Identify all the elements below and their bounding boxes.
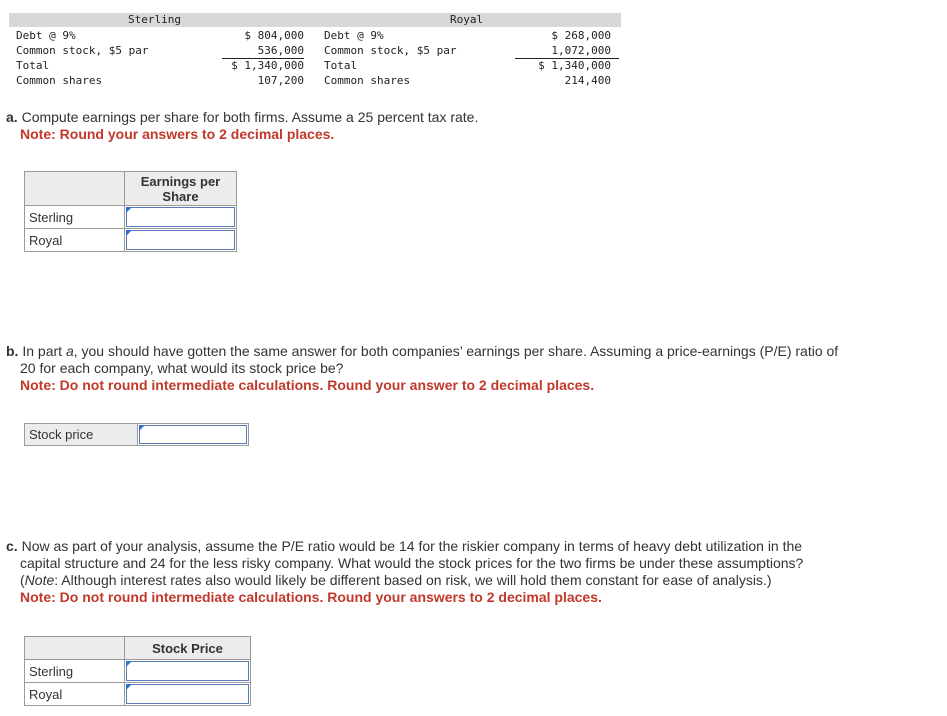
part-b-text-line2: 20 for each company, what would its stock price be? <box>20 360 344 376</box>
royal-common-stock-value: 1,072,000 <box>551 44 611 57</box>
part-c-line2: capital structure and 24 for the less risky company. What would the stock prices for the two firms be under these assumptions? <box>20 555 804 571</box>
part-b-letter: b. <box>6 343 19 359</box>
royal-common-shares-value: 214,400 <box>564 74 611 87</box>
part-c-question <box>6 538 803 606</box>
sterling-debt-value: $ 804,000 <box>244 29 304 42</box>
part-c-letter: c. <box>6 538 18 554</box>
part-a-text: Compute earnings per share for both firms. Assume a 25 percent tax rate. <box>21 109 479 125</box>
royal-debt-value: $ 268,000 <box>551 29 611 42</box>
part-b-answer-table <box>24 423 249 446</box>
part-b-text-italic: a <box>65 343 74 359</box>
part-c-corner-cell <box>25 637 125 660</box>
part-c-line1: Now as part of your analysis, assume the P/E ratio would be 14 for the riskier company in terms of heavy debt utilization in the <box>21 538 803 554</box>
part-c-line3-pre: ( <box>20 572 25 588</box>
part-a-row-label-sterling: Sterling <box>25 206 125 229</box>
part-c-note: Note: Do not round intermediate calculations. Round your answers to 2 decimal places. <box>20 589 602 605</box>
royal-common-stock-label: Common stock, $5 par <box>324 44 457 57</box>
royal-eps-input[interactable] <box>125 229 237 252</box>
royal-total-value: $ 1,340,000 <box>538 59 611 72</box>
table-row <box>25 229 237 252</box>
part-c-line3-post: : Although interest rates also would likely be different based on risk, we will hold them constant for ease of analysis.) <box>54 572 772 588</box>
eps-header-line2: Share <box>162 188 199 204</box>
part-a-col-header <box>125 172 237 206</box>
part-c-col-header: Stock Price <box>125 637 251 660</box>
eps-header-line1: Earnings per <box>140 173 221 189</box>
part-a-row-label-royal: Royal <box>25 229 125 252</box>
royal-total-label: Total <box>324 59 358 72</box>
part-c-line3 <box>6 572 803 589</box>
table-row <box>25 683 251 706</box>
sterling-common-stock-label: Common stock, $5 par <box>16 44 149 57</box>
part-c-answer-table <box>24 636 251 706</box>
part-b-note: Note: Do not round intermediate calculations. Round your answer to 2 decimal places. <box>20 377 595 393</box>
table-row <box>25 660 251 683</box>
part-c-row-label-sterling: Sterling <box>25 660 125 683</box>
royal-debt-label: Debt @ 9% <box>324 29 384 42</box>
sterling-total-value: $ 1,340,000 <box>231 59 304 72</box>
royal-header: Royal <box>450 13 484 26</box>
part-a-answer-table <box>24 171 237 252</box>
data-table-header-bar <box>9 13 621 27</box>
sterling-common-stock-value: 536,000 <box>257 44 304 57</box>
part-b-row-label: Stock price <box>25 424 138 446</box>
table-row <box>25 424 249 446</box>
royal-common-shares-label: Common shares <box>324 74 411 87</box>
part-c-line3-italic: Note <box>24 572 55 588</box>
royal-stock-price-input[interactable] <box>125 683 251 706</box>
part-a-letter: a. <box>6 109 18 125</box>
sterling-common-shares-label: Common shares <box>16 74 103 87</box>
part-b-question <box>6 343 838 394</box>
part-b-text-post: , you should have gotten the same answer for both companies’ earnings per share. Assuming a price-earnings (P/E) ratio of <box>73 343 839 359</box>
part-a-corner-cell <box>25 172 125 206</box>
sterling-stock-price-input[interactable] <box>125 660 251 683</box>
sterling-common-shares-value: 107,200 <box>257 74 304 87</box>
sterling-eps-input[interactable] <box>125 206 237 229</box>
stock-price-input[interactable] <box>138 424 249 446</box>
sterling-debt-label: Debt @ 9% <box>16 29 76 42</box>
part-a-note: Note: Round your answers to 2 decimal places. <box>20 126 335 142</box>
sterling-header: Sterling <box>128 13 181 26</box>
part-a-question <box>6 109 478 143</box>
sterling-total-label: Total <box>16 59 50 72</box>
table-row <box>25 206 237 229</box>
part-c-row-label-royal: Royal <box>25 683 125 706</box>
part-b-text-pre: In part <box>22 343 66 359</box>
